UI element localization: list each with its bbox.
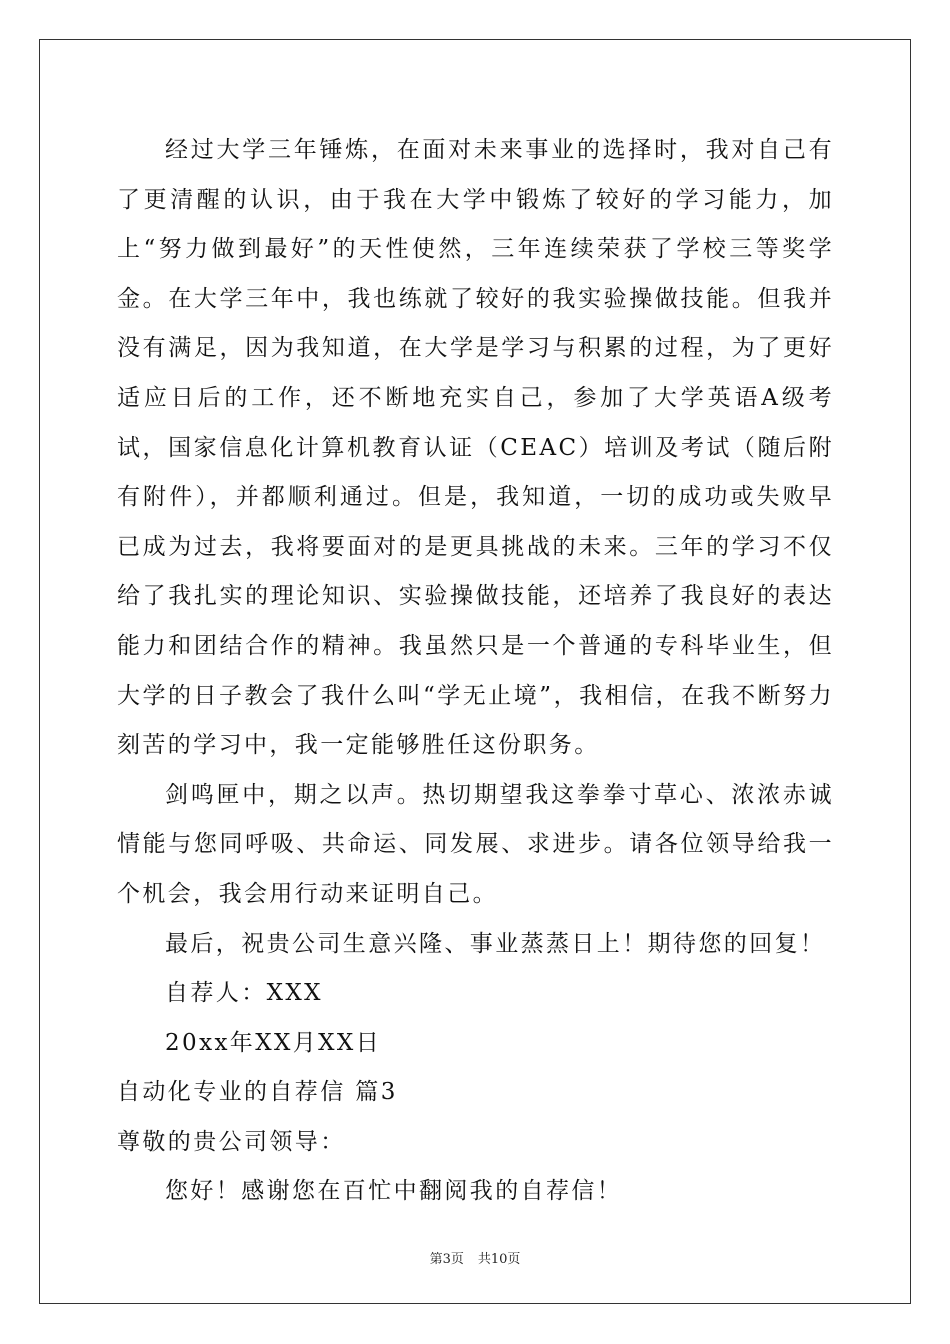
date-line: 20xx年XX月XX日 <box>165 1029 382 1056</box>
paragraph-closing: 最后，祝贵公司生意兴隆、事业蒸蒸日上！期待您的回复！ <box>165 930 826 957</box>
signer-line: 自荐人：XXX <box>165 980 323 1007</box>
salutation: 尊敬的贵公司领导： <box>117 1128 346 1155</box>
total-pages: 共10页 <box>477 1252 521 1267</box>
greeting-line: 您好！感谢您在百忙中翻阅我的自荐信！ <box>165 1178 623 1205</box>
document-body <box>117 126 834 1217</box>
page-number: 第3页 <box>429 1252 464 1267</box>
page-footer <box>0 1248 950 1267</box>
paragraph-aspiration: 剑鸣匣中，期之以声。热切期望我这拳拳寸草心、浓浓赤诚情能与您同呼吸、共命运、同发展、求进步。请各位领导给我一个机会，我会用行动来证明自己。 <box>117 781 834 907</box>
paragraph-education: 经过大学三年锤炼，在面对未来事业的选择时，我对自己有了更清醒的认识，由于我在大学中锻炼了较好的学习能力，加上“努力做到最好”的天性使然，三年连续荣获了学校三等奖学金。在大学三年中，我也练就了较好的我实验操做技能。但我并没有满足，因为我知道，在大学是学习与积累的过程，为了更好适应日后的工作，还不断地充实自己，参加了大学英语A级考试，国家信息化计算机教育认证（CEAC）培训及考试（随后附有附件），并都顺利通过。但是，我知道，一切的成功或失败早已成为过去，我将要面对的是更具挑战的未来。三年的学习不仅给了我扎实的理论知识、实验操做技能，还培养了我良好的表达能力和团结合作的精神。我虽然只是一个普通的专科毕业生，但大学的日子教会了我什么叫“学无止境”，我相信，在我不断努力刻苦的学习中，我一定能够胜任这份职务。 <box>117 137 834 759</box>
section-title: 自动化专业的自荐信 篇3 <box>117 1079 398 1106</box>
